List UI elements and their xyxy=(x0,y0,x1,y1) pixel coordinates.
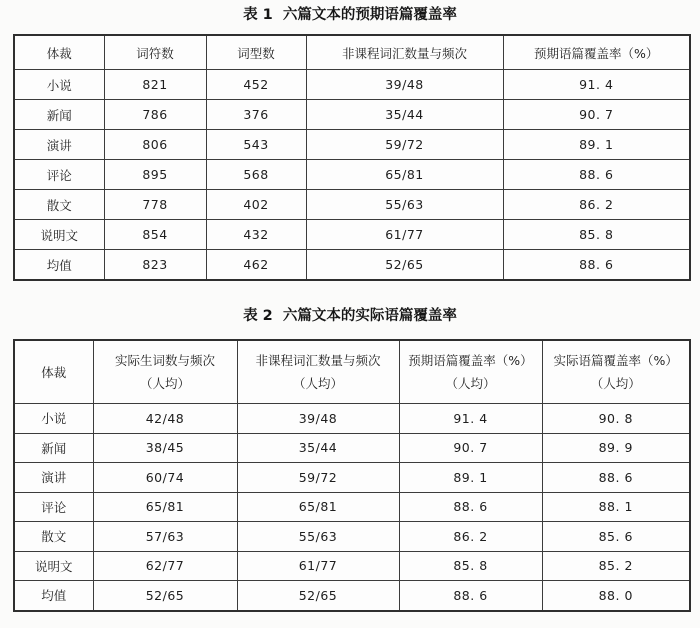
table-row xyxy=(14,160,690,190)
data-cell: 60/74 xyxy=(93,463,237,493)
data-cell: 85. 8 xyxy=(399,551,542,581)
data-cell: 52/65 xyxy=(93,581,237,611)
data-cell: 376 xyxy=(206,100,306,130)
data-cell: 90. 7 xyxy=(399,433,542,463)
data-cell: 55/63 xyxy=(237,522,399,552)
data-cell: 61/77 xyxy=(306,220,503,250)
data-cell: 59/72 xyxy=(237,463,399,493)
data-cell: 89. 1 xyxy=(399,463,542,493)
header-cell-offlist-words: 非课程词汇数量与频次 xyxy=(306,35,503,70)
header-cell-actual-new-words xyxy=(93,340,237,404)
data-cell: 821 xyxy=(104,70,206,100)
table-row xyxy=(14,581,690,611)
header-row xyxy=(14,340,690,404)
data-cell: 35/44 xyxy=(306,100,503,130)
header-cell-actual-coverage xyxy=(542,340,690,404)
table1-header xyxy=(14,35,690,70)
header-cell-expected-coverage xyxy=(399,340,542,404)
table-row xyxy=(14,551,690,581)
data-cell: 786 xyxy=(104,100,206,130)
data-cell: 55/63 xyxy=(306,190,503,220)
data-cell: 57/63 xyxy=(93,522,237,552)
data-cell: 823 xyxy=(104,250,206,281)
data-cell: 806 xyxy=(104,130,206,160)
data-cell: 90. 7 xyxy=(503,100,690,130)
genre-cell: 散文 xyxy=(14,190,104,220)
table-row xyxy=(14,190,690,220)
data-cell: 86. 2 xyxy=(399,522,542,552)
table-row xyxy=(14,522,690,552)
data-cell: 52/65 xyxy=(237,581,399,611)
data-cell: 89. 1 xyxy=(503,130,690,160)
genre-cell: 小说 xyxy=(14,70,104,100)
genre-cell: 散文 xyxy=(14,522,93,552)
genre-cell: 小说 xyxy=(14,404,93,434)
header-cell-expected-coverage: 预期语篇覆盖率（%） xyxy=(503,35,690,70)
header-cell-genre: 体裁 xyxy=(14,35,104,70)
data-cell: 88. 0 xyxy=(542,581,690,611)
genre-cell: 说明文 xyxy=(14,220,104,250)
genre-cell: 说明文 xyxy=(14,551,93,581)
header-line: 实际语篇覆盖率（%） xyxy=(553,353,678,368)
header-cell-offlist-words xyxy=(237,340,399,404)
data-cell: 52/65 xyxy=(306,250,503,281)
data-cell: 88. 6 xyxy=(399,581,542,611)
table1-body xyxy=(14,70,690,281)
table2-title: 表 2 六篇文本的实际语篇覆盖率 xyxy=(243,308,457,324)
data-cell: 35/44 xyxy=(237,433,399,463)
table1-title: 表 1 六篇文本的预期语篇覆盖率 xyxy=(243,7,457,23)
data-cell: 402 xyxy=(206,190,306,220)
data-cell: 85. 6 xyxy=(542,522,690,552)
data-cell: 854 xyxy=(104,220,206,250)
data-cell: 568 xyxy=(206,160,306,190)
header-cell-tokens: 词符数 xyxy=(104,35,206,70)
data-cell: 65/81 xyxy=(93,492,237,522)
data-cell: 895 xyxy=(104,160,206,190)
data-cell: 91. 4 xyxy=(399,404,542,434)
data-cell: 89. 9 xyxy=(542,433,690,463)
data-cell: 88. 6 xyxy=(503,250,690,281)
header-line: （人均） xyxy=(139,376,190,391)
header-line: 预期语篇覆盖率（%） xyxy=(408,353,533,368)
data-cell: 88. 6 xyxy=(542,463,690,493)
data-cell: 65/81 xyxy=(306,160,503,190)
data-cell: 85. 8 xyxy=(503,220,690,250)
header-cell-genre xyxy=(14,340,93,404)
header-line: 实际生词数与频次 xyxy=(114,353,215,368)
genre-cell: 演讲 xyxy=(14,463,93,493)
data-cell: 39/48 xyxy=(237,404,399,434)
data-cell: 88. 1 xyxy=(542,492,690,522)
table-row xyxy=(14,404,690,434)
data-cell: 38/45 xyxy=(93,433,237,463)
table2-actual-coverage xyxy=(13,339,691,612)
data-cell: 452 xyxy=(206,70,306,100)
table2-body xyxy=(14,404,690,611)
genre-cell: 新闻 xyxy=(14,100,104,130)
header-line: （人均） xyxy=(590,376,641,391)
data-cell: 42/48 xyxy=(93,404,237,434)
table-row xyxy=(14,130,690,160)
header-row xyxy=(14,35,690,70)
genre-cell: 演讲 xyxy=(14,130,104,160)
data-cell: 462 xyxy=(206,250,306,281)
data-cell: 86. 2 xyxy=(503,190,690,220)
data-cell: 85. 2 xyxy=(542,551,690,581)
data-cell: 39/48 xyxy=(306,70,503,100)
header-line: 非课程词汇数量与频次 xyxy=(255,353,381,368)
table1-expected-coverage xyxy=(13,34,691,281)
data-cell: 88. 6 xyxy=(503,160,690,190)
data-cell: 432 xyxy=(206,220,306,250)
data-cell: 62/77 xyxy=(93,551,237,581)
data-cell: 543 xyxy=(206,130,306,160)
header-line: 体裁 xyxy=(41,364,67,380)
table-row xyxy=(14,220,690,250)
table-row xyxy=(14,463,690,493)
genre-cell: 评论 xyxy=(14,160,104,190)
data-cell: 91. 4 xyxy=(503,70,690,100)
table-row xyxy=(14,433,690,463)
data-cell: 90. 8 xyxy=(542,404,690,434)
table-row xyxy=(14,100,690,130)
data-cell: 65/81 xyxy=(237,492,399,522)
genre-cell: 均值 xyxy=(14,581,93,611)
table-row xyxy=(14,70,690,100)
table2-header xyxy=(14,340,690,404)
header-line: （人均） xyxy=(292,376,343,391)
header-line: （人均） xyxy=(445,376,496,391)
data-cell: 88. 6 xyxy=(399,492,542,522)
data-cell: 778 xyxy=(104,190,206,220)
genre-cell: 均值 xyxy=(14,250,104,281)
table-row xyxy=(14,250,690,281)
genre-cell: 评论 xyxy=(14,492,93,522)
genre-cell: 新闻 xyxy=(14,433,93,463)
header-cell-types: 词型数 xyxy=(206,35,306,70)
data-cell: 61/77 xyxy=(237,551,399,581)
table-row xyxy=(14,492,690,522)
data-cell: 59/72 xyxy=(306,130,503,160)
